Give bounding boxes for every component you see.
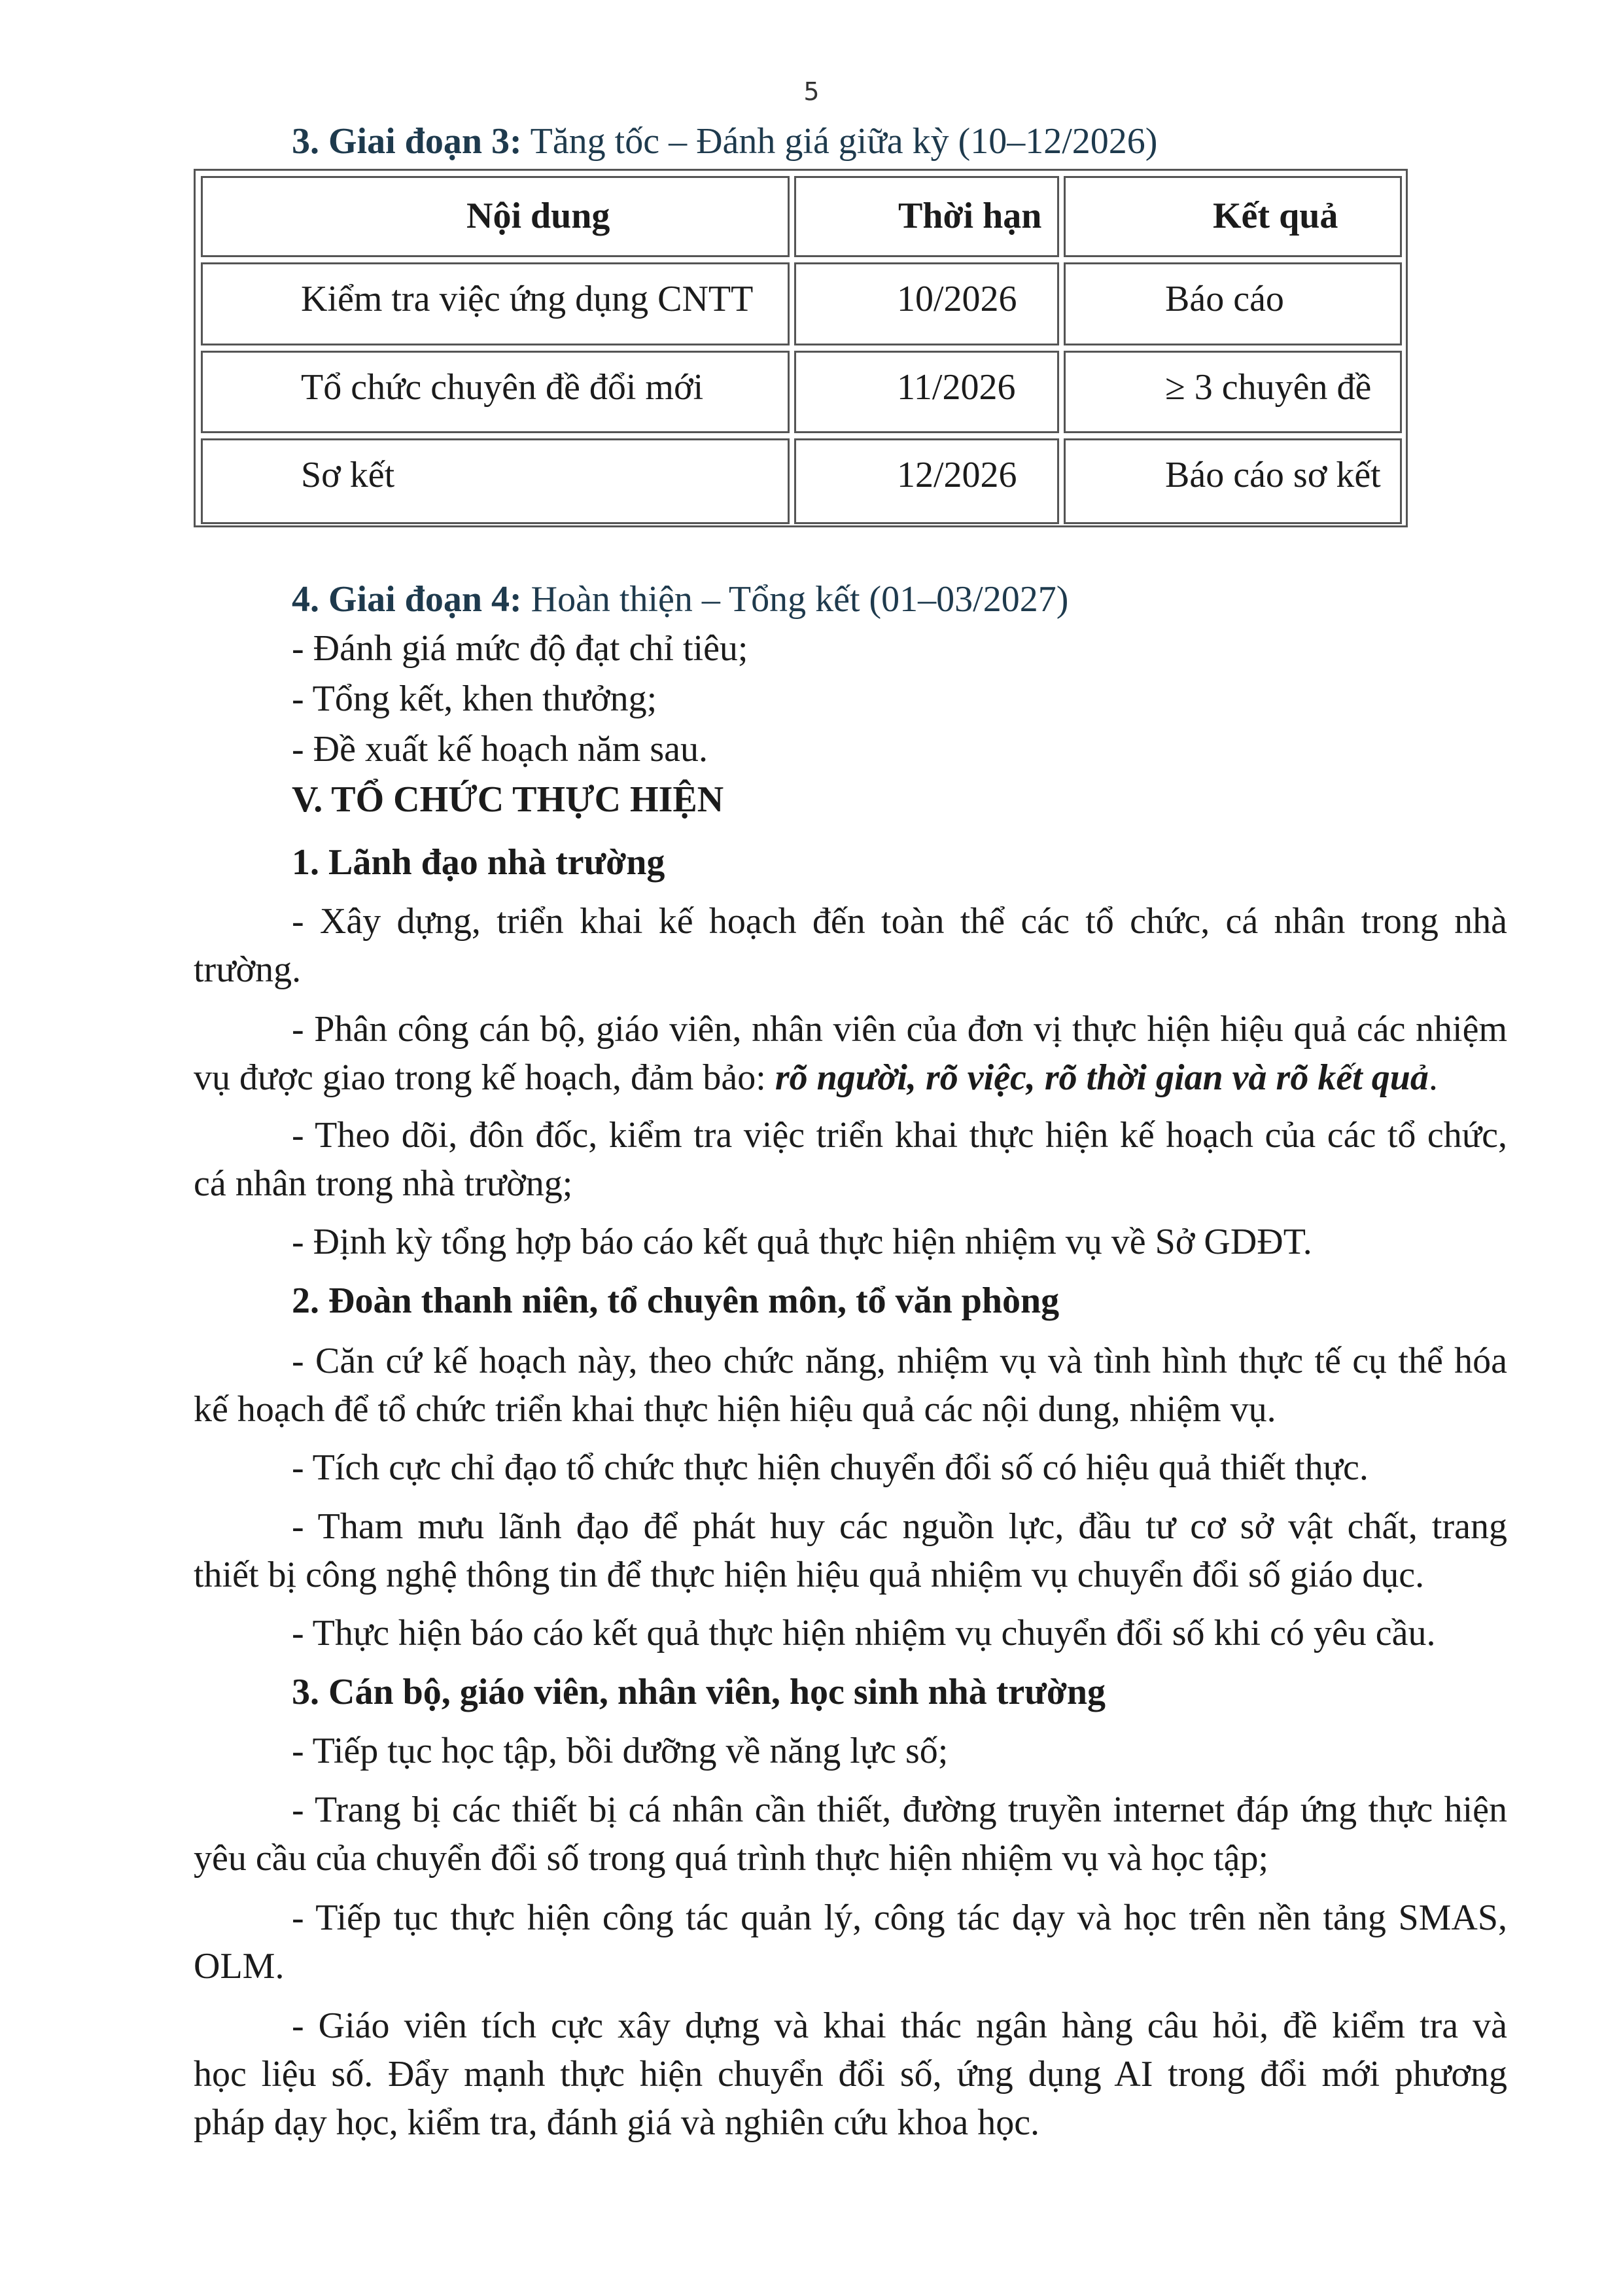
paragraph-line: - Tiếp tục thực hiện công tác quản lý, công tác dạy và học trên nền tảng SMAS, [292,1898,1507,1938]
subsection-title: 2. Đoàn thanh niên, tổ chuyên môn, tổ văn phòng [292,1280,1060,1321]
phase3-heading [292,123,1157,160]
paragraph-line: cá nhân trong nhà trường; [194,1163,573,1204]
paragraph-line: - Tiếp tục học tập, bồi dưỡng về năng lực số; [292,1731,949,1771]
emphasis-text: rõ người, rõ việc, rõ thời gian và rõ kết quả [775,1057,1429,1098]
phase4-item: - Tổng kết, khen thưởng; [292,679,657,719]
phase3-label: 3. Giai đoạn 3: [292,121,522,162]
table-cell: Báo cáo sơ kết [1064,438,1402,524]
phase4-item: - Đánh giá mức độ đạt chỉ tiêu; [292,628,748,669]
paragraph-line: - Tham mưu lãnh đạo để phát huy các nguồn lực, đầu tư cơ sở vật chất, trang [292,1506,1507,1547]
paragraph-line: thiết bị công nghệ thông tin để thực hiện hiệu quả nhiệm vụ chuyển đổi số giáo dục. [194,1555,1425,1595]
schedule-table [194,169,1408,527]
phase4-heading [292,581,1068,618]
text-run: . [1428,1057,1438,1098]
table-cell: 10/2026 [794,262,1059,345]
paragraph-line: học liệu số. Đẩy mạnh thực hiện chuyển đổi số, ứng dụng AI trong đổi mới phương [194,2054,1507,2094]
phase4-title: Hoàn thiện – Tổng kết (01–03/2027) [521,579,1069,620]
text-run: vụ được giao trong kế hoạch, đảm bảo: [194,1057,775,1098]
table-cell: Tổ chức chuyên đề đổi mới [201,351,790,433]
paragraph-line: - Định kỳ tổng hợp báo cáo kết quả thực hiện nhiệm vụ về Sở GDĐT. [292,1222,1312,1262]
paragraph-line: - Trang bị các thiết bị cá nhân cần thiết, đường truyền internet đáp ứng thực hiện [292,1790,1507,1830]
paragraph-line [194,1059,1438,1096]
paragraph-line: - Thực hiện báo cáo kết quả thực hiện nhiệm vụ chuyển đổi số khi có yêu cầu. [292,1613,1436,1653]
table-cell: Kiểm tra việc ứng dụng CNTT [201,262,790,345]
subsection-title: 1. Lãnh đạo nhà trường [292,842,665,883]
page-number: 5 [803,77,820,106]
paragraph-line: kế hoạch để tổ chức triển khai thực hiện hiệu quả các nội dung, nhiệm vụ. [194,1389,1276,1430]
paragraph-line: - Theo dõi, đôn đốc, kiểm tra việc triển khai thực hiện kế hoạch của các tổ chức, [292,1115,1507,1156]
paragraph-line: - Giáo viên tích cực xây dựng và khai thác ngân hàng câu hỏi, đề kiểm tra và [292,2005,1507,2046]
phase4-label: 4. Giai đoạn 4: [292,579,522,620]
table-cell: ≥ 3 chuyên đề [1064,351,1402,433]
section-title: V. TỔ CHỨC THỰC HIỆN [292,779,724,820]
paragraph-line: - Căn cứ kế hoạch này, theo chức năng, nhiệm vụ và tình hình thực tế cụ thể hóa [292,1341,1507,1381]
phase3-title: Tăng tốc – Đánh giá giữa kỳ (10–12/2026) [521,121,1158,162]
table-cell: Báo cáo [1064,262,1402,345]
table-cell: Sơ kết [201,438,790,524]
paragraph-line: yêu cầu của chuyển đổi số trong quá trình thực hiện nhiệm vụ và học tập; [194,1838,1269,1879]
paragraph-line: trường. [194,949,302,990]
table-header-cell: Kết quả [1064,176,1402,257]
paragraph-line: - Xây dựng, triển khai kế hoạch đến toàn thể các tổ chức, cá nhân trong nhà [292,901,1507,942]
phase4-item: - Đề xuất kế hoạch năm sau. [292,729,708,769]
table-cell: 11/2026 [794,351,1059,433]
paragraph-line: OLM. [194,1946,285,1987]
table-cell: 12/2026 [794,438,1059,524]
table-header-cell: Nội dung [201,176,790,257]
subsection-title: 3. Cán bộ, giáo viên, nhân viên, học sinh nhà trường [292,1672,1106,1712]
paragraph-line: - Tích cực chỉ đạo tổ chức thực hiện chuyển đổi số có hiệu quả thiết thực. [292,1447,1369,1488]
paragraph-line: - Phân công cán bộ, giáo viên, nhân viên của đơn vị thực hiện hiệu quả các nhiệm [292,1009,1507,1050]
paragraph-line: pháp dạy học, kiểm tra, đánh giá và nghiên cứu khoa học. [194,2102,1040,2143]
table-header-cell: Thời hạn [794,176,1059,257]
